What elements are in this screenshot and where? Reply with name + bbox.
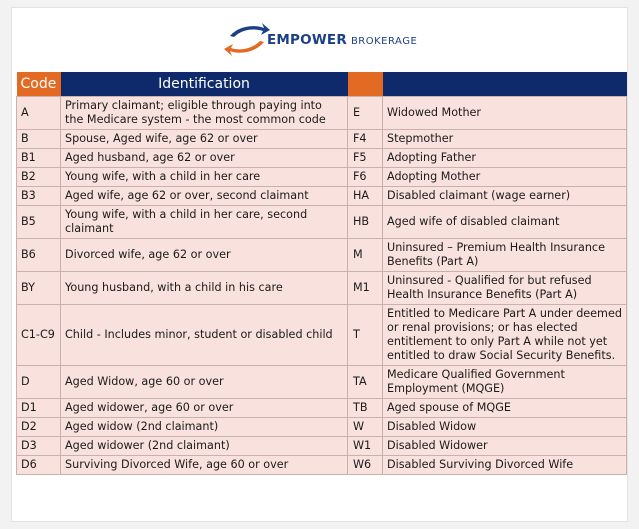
table-row (17, 272, 627, 305)
header-code: Code (17, 72, 61, 97)
cell-description: Young wife, with a child in her care (61, 168, 348, 187)
cell-description: Aged widow (2nd claimant) (61, 418, 348, 437)
cell-description-2: Aged wife of disabled claimant (383, 206, 627, 239)
cell-description-2: Adopting Father (383, 149, 627, 168)
header-blank-orange (348, 72, 383, 97)
cell-description-2: Disabled claimant (wage earner) (383, 187, 627, 206)
cell-description-2: Entitled to Medicare Part A under deemed or renal provisions; or has elected entitlement to only Part A while not yet entitled to draw Social Security Benefits. (383, 305, 627, 366)
cell-code-2: F6 (348, 168, 383, 187)
table-header-row (17, 72, 627, 97)
swoosh-arrows-icon (224, 22, 270, 58)
cell-code: A (17, 97, 61, 130)
brand-logo (12, 8, 627, 70)
cell-code-2: E (348, 97, 383, 130)
cell-code-2: W (348, 418, 383, 437)
cell-description: Aged widower, age 60 or over (61, 399, 348, 418)
cell-description-2: Uninsured - Qualified for but refused Health Insurance Benefits (Part A) (383, 272, 627, 305)
table-row (17, 437, 627, 456)
cell-description: Aged wife, age 62 or over, second claimant (61, 187, 348, 206)
brand-wordmark (267, 32, 417, 48)
medicare-code-table (16, 72, 627, 475)
cell-description: Aged husband, age 62 or over (61, 149, 348, 168)
cell-code: D2 (17, 418, 61, 437)
cell-code: B2 (17, 168, 61, 187)
table-row (17, 168, 627, 187)
table-row (17, 97, 627, 130)
cell-description: Divorced wife, age 62 or over (61, 239, 348, 272)
table-row (17, 187, 627, 206)
cell-description-2: Disabled Widow (383, 418, 627, 437)
cell-description-2: Stepmother (383, 130, 627, 149)
cell-code-2: TA (348, 366, 383, 399)
cell-description: Aged widower (2nd claimant) (61, 437, 348, 456)
cell-code-2: M1 (348, 272, 383, 305)
cell-code-2: T (348, 305, 383, 366)
cell-description: Young husband, with a child in his care (61, 272, 348, 305)
cell-code-2: M (348, 239, 383, 272)
cell-code: D6 (17, 456, 61, 475)
document-card (11, 7, 628, 522)
cell-code-2: TB (348, 399, 383, 418)
cell-code: BY (17, 272, 61, 305)
cell-code: D1 (17, 399, 61, 418)
table-row (17, 399, 627, 418)
table-row (17, 366, 627, 399)
cell-code-2: HB (348, 206, 383, 239)
cell-description: Primary claimant; eligible through paying into the Medicare system - the most common code (61, 97, 348, 130)
cell-code: B (17, 130, 61, 149)
table-row (17, 239, 627, 272)
brand-name-bold: EMPOWER (267, 32, 347, 48)
header-blank-navy (383, 72, 627, 97)
cell-code: C1-C9 (17, 305, 61, 366)
cell-code-2: F4 (348, 130, 383, 149)
cell-code-2: HA (348, 187, 383, 206)
cell-description-2: Adopting Mother (383, 168, 627, 187)
header-identification: Identification (61, 72, 348, 97)
cell-code: D (17, 366, 61, 399)
table-row (17, 206, 627, 239)
cell-code-2: W1 (348, 437, 383, 456)
cell-code: B5 (17, 206, 61, 239)
cell-description: Young wife, with a child in her care, second claimant (61, 206, 348, 239)
cell-description: Spouse, Aged wife, age 62 or over (61, 130, 348, 149)
brand-name-light: BROKERAGE (350, 36, 418, 47)
cell-code-2: W6 (348, 456, 383, 475)
cell-description: Child - Includes minor, student or disabled child (61, 305, 348, 366)
cell-description-2: Aged spouse of MQGE (383, 399, 627, 418)
cell-code: D3 (17, 437, 61, 456)
cell-code: B3 (17, 187, 61, 206)
table-row (17, 130, 627, 149)
cell-description-2: Medicare Qualified Government Employment (MQGE) (383, 366, 627, 399)
cell-description: Surviving Divorced Wife, age 60 or over (61, 456, 348, 475)
cell-code: B1 (17, 149, 61, 168)
cell-code-2: F5 (348, 149, 383, 168)
cell-code: B6 (17, 239, 61, 272)
cell-description-2: Widowed Mother (383, 97, 627, 130)
table-body (17, 97, 627, 475)
table-row (17, 149, 627, 168)
table-row (17, 418, 627, 437)
cell-description: Aged Widow, age 60 or over (61, 366, 348, 399)
cell-description-2: Uninsured – Premium Health Insurance Benefits (Part A) (383, 239, 627, 272)
cell-description-2: Disabled Surviving Divorced Wife (383, 456, 627, 475)
table-row (17, 456, 627, 475)
table-row (17, 305, 627, 366)
cell-description-2: Disabled Widower (383, 437, 627, 456)
